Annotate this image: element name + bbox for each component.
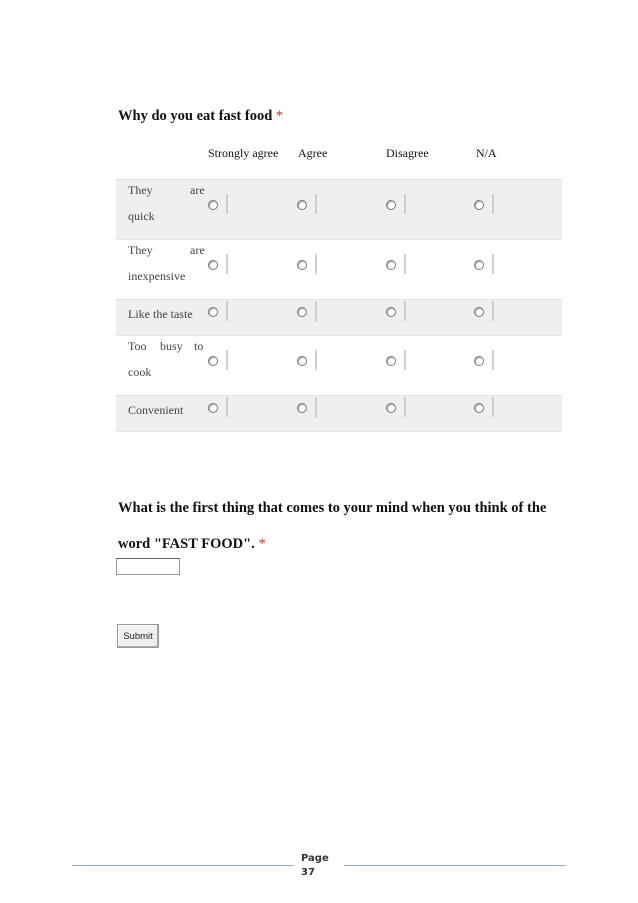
submit-button[interactable]: Submit bbox=[117, 624, 159, 648]
first-thought-input[interactable] bbox=[116, 558, 180, 575]
likert-grid bbox=[116, 140, 562, 432]
radio-quick-disagree[interactable] bbox=[386, 197, 406, 217]
radio-convenient-disagree[interactable] bbox=[386, 400, 406, 420]
radio-quick-strongly-agree[interactable] bbox=[208, 197, 228, 217]
radio-inexpensive-disagree[interactable] bbox=[386, 257, 406, 277]
question-1-title bbox=[118, 108, 283, 125]
column-header-agree: Agree bbox=[298, 146, 328, 160]
radio-inexpensive-na[interactable] bbox=[474, 257, 494, 277]
radio-convenient-na[interactable] bbox=[474, 400, 494, 420]
page-word: Page bbox=[301, 853, 329, 864]
column-header-strongly-agree: Strongly agree bbox=[208, 146, 279, 160]
radio-quick-agree[interactable] bbox=[297, 197, 317, 217]
page-number: 37 bbox=[301, 867, 315, 878]
required-marker: * bbox=[258, 536, 266, 552]
radio-taste-na[interactable] bbox=[474, 304, 494, 324]
radio-convenient-agree[interactable] bbox=[297, 400, 317, 420]
column-header-na: N/A bbox=[476, 146, 497, 160]
grid-row-inexpensive: They are inexpensive bbox=[116, 239, 562, 299]
radio-convenient-strongly-agree[interactable] bbox=[208, 400, 228, 420]
page-number-label bbox=[301, 852, 329, 880]
grid-header bbox=[116, 140, 562, 179]
question-2-title bbox=[118, 490, 568, 562]
grid-row-convenient: Convenient bbox=[116, 395, 562, 432]
radio-inexpensive-agree[interactable] bbox=[297, 257, 317, 277]
radio-busy-na[interactable] bbox=[474, 353, 494, 373]
question-2-text: What is the first thing that comes to your mind when you think of the word "FAST FOOD". bbox=[118, 500, 547, 552]
radio-quick-na[interactable] bbox=[474, 197, 494, 217]
radio-busy-agree[interactable] bbox=[297, 353, 317, 373]
radio-taste-strongly-agree[interactable] bbox=[208, 304, 228, 324]
footer-rule-right bbox=[344, 865, 566, 866]
radio-inexpensive-strongly-agree[interactable] bbox=[208, 257, 228, 277]
question-1-text: Why do you eat fast food bbox=[118, 108, 273, 124]
radio-taste-disagree[interactable] bbox=[386, 304, 406, 324]
grid-row-busy: Too busy to cook bbox=[116, 335, 562, 395]
radio-taste-agree[interactable] bbox=[297, 304, 317, 324]
column-header-disagree: Disagree bbox=[386, 146, 429, 160]
required-marker: * bbox=[275, 108, 284, 124]
grid-row-taste: Like the taste bbox=[116, 299, 562, 335]
radio-busy-disagree[interactable] bbox=[386, 353, 406, 373]
radio-busy-strongly-agree[interactable] bbox=[208, 353, 228, 373]
footer-rule-left bbox=[72, 865, 294, 866]
grid-row-quick: They are quick bbox=[116, 179, 562, 239]
